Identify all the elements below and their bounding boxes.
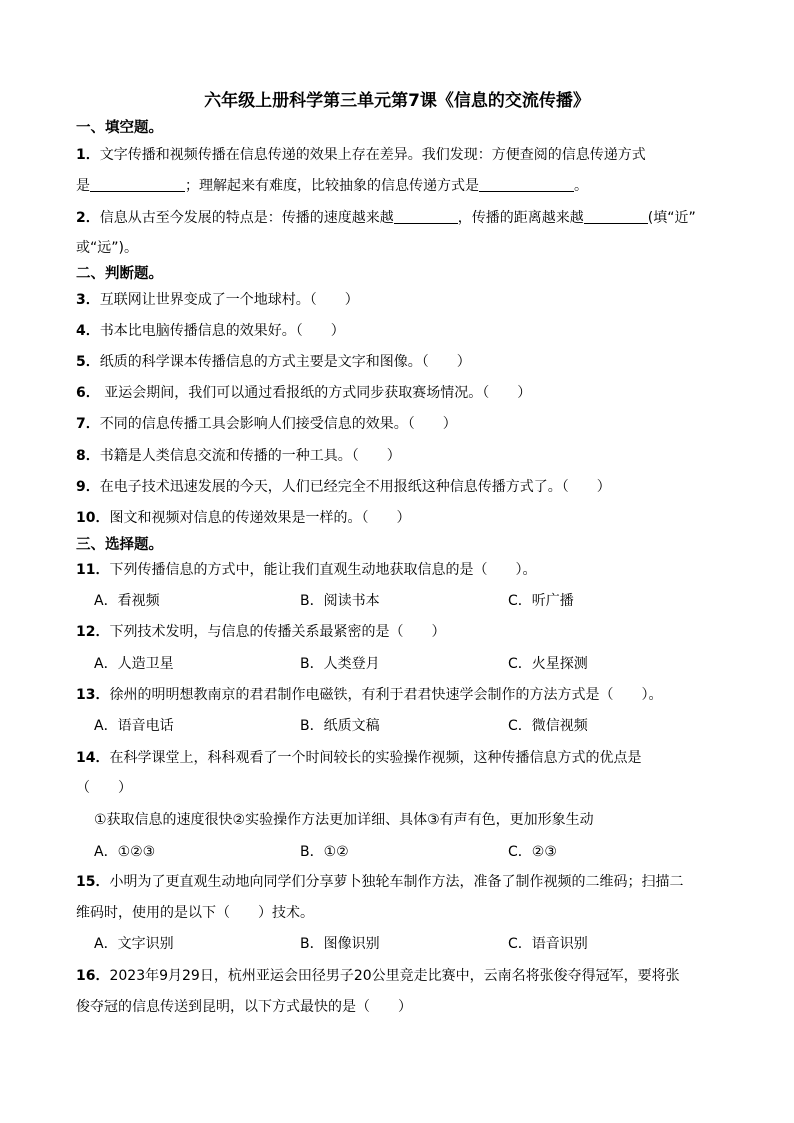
section-true-false: 二、判断题。 [76,266,163,282]
option-c[interactable]: C．微信视频 [508,718,588,734]
question-13 [76,685,662,705]
question-number: 12． [76,624,110,640]
option-a[interactable]: A．人造卫星 [94,656,174,672]
option-a[interactable]: A．语音电话 [94,718,174,734]
question-text: 互联网让世界变成了一个地球村。（ ） [99,292,359,308]
answer-blank-4[interactable] [584,209,648,224]
question-number: 11． [76,562,110,578]
option-c[interactable]: C．火星探测 [508,656,588,672]
question-text: 。 [574,178,588,194]
question-15-line-1 [76,872,683,892]
question-number: 9． [76,479,100,495]
question-number: 6． [76,385,100,401]
question-number: 13． [76,687,110,703]
question-7 [76,414,457,434]
question-number: 16． [76,968,110,984]
question-10 [76,508,410,528]
question-text: 亚运会期间，我们可以通过看报纸的方式同步获取赛场情况。（ ） [99,385,532,401]
question-number: 3． [76,292,100,308]
option-a[interactable]: A．①②③ [94,844,156,860]
question-text: 2023年9月29日，杭州亚运会田径男子20公里竞走比赛中，云南名将张俊夺得冠军，要将张 [109,968,680,984]
answer-blank-2[interactable] [479,177,574,192]
answer-blank-3[interactable] [394,209,458,224]
question-5 [76,352,471,372]
option-a[interactable]: A．看视频 [94,593,160,609]
question-text: 不同的信息传播工具会影响人们接受信息的效果。（ ） [99,416,457,432]
question-2-line-1 [76,208,696,228]
question-text: 在科学课堂上，科科观看了一个时间较长的实验操作视频，这种传播信息方式的优点是 [109,750,642,766]
question-4 [76,321,345,341]
question-14 [76,748,641,768]
option-b[interactable]: B．阅读书本 [300,593,380,609]
question-number: 10． [76,510,110,526]
question-text: 书本比电脑传播信息的效果好。（ ） [99,323,345,339]
option-b[interactable]: B．人类登月 [300,656,380,672]
option-c[interactable]: C．②③ [508,844,557,860]
section-fill-in: 一、填空题。 [76,120,163,136]
question-number: 14． [76,750,110,766]
question-text: ，传播的距离越来越 [457,210,584,226]
question-16-line-2: 俊夺冠的信息传送到昆明，以下方式最快的是（ ） [76,999,412,1015]
question-text: 下列传播信息的方式中，能让我们直观生动地获取信息的是（ ）。 [109,562,537,578]
question-11 [76,560,536,580]
option-b[interactable]: B．图像识别 [300,936,380,952]
question-2-line-2: 或“远”)。 [76,240,138,256]
question-1-line-2 [76,176,588,196]
question-16-line-1 [76,966,680,986]
section-multiple-choice: 三、选择题。 [76,537,163,553]
question-text: (填“近” [647,210,696,226]
question-text: 纸质的科学课本传播信息的方式主要是文字和图像。（ ） [99,354,471,370]
question-text: 图文和视频对信息的传递效果是一样的。（ ） [109,510,411,526]
question-text: 书籍是人类信息交流和传播的一种工具。（ ） [99,448,401,464]
question-text: 是 [76,178,90,194]
question-number: 4． [76,323,100,339]
question-text: 信息从古至今发展的特点是：传播的速度越来越 [99,210,394,226]
question-text: ；理解起来有难度，比较抽象的信息传递方式是 [185,178,479,194]
question-number: 1． [76,147,100,163]
question-3 [76,290,359,310]
option-c[interactable]: C．听广播 [508,593,574,609]
option-b[interactable]: B．纸质文稿 [300,718,380,734]
answer-blank-1[interactable] [90,177,185,192]
page-title: 六年级上册科学第三单元第7课《信息的交流传播》 [204,91,590,111]
statement-list: ①获取信息的速度很快②实验操作方法更加详细、具体③有声有色，更加形象生动 [94,812,594,828]
question-text: 在电子技术迅速发展的今天，人们已经完全不用报纸这种信息传播方式了。（ ） [99,479,611,495]
question-6 [76,383,531,403]
question-text: 徐州的明明想教南京的君君制作电磁铁，有利于君君快速学会制作的方法方式是（ ）。 [109,687,663,703]
question-text: 文字传播和视频传播在信息传递的效果上存在差异。我们发现：方便查阅的信息传递方式 [99,147,646,163]
question-number: 7． [76,416,100,432]
option-b[interactable]: B．①② [300,844,349,860]
question-number: 15． [76,874,110,890]
question-text: 小明为了更直观生动地向同学们分享萝卜独轮车制作方法，准备了制作视频的二维码；扫描二 [109,874,684,890]
option-c[interactable]: C．语音识别 [508,936,588,952]
answer-parentheses: （ ） [76,780,132,796]
question-1-line-1 [76,145,646,165]
question-number: 2． [76,210,100,226]
question-12 [76,622,445,642]
question-15-line-2: 维码时，使用的是以下（ ）技术。 [76,905,314,921]
question-8 [76,446,401,466]
question-number: 8． [76,448,100,464]
question-9 [76,477,611,497]
question-number: 5． [76,354,100,370]
option-a[interactable]: A．文字识别 [94,936,174,952]
question-text: 下列技术发明，与信息的传播关系最紧密的是（ ） [109,624,446,640]
